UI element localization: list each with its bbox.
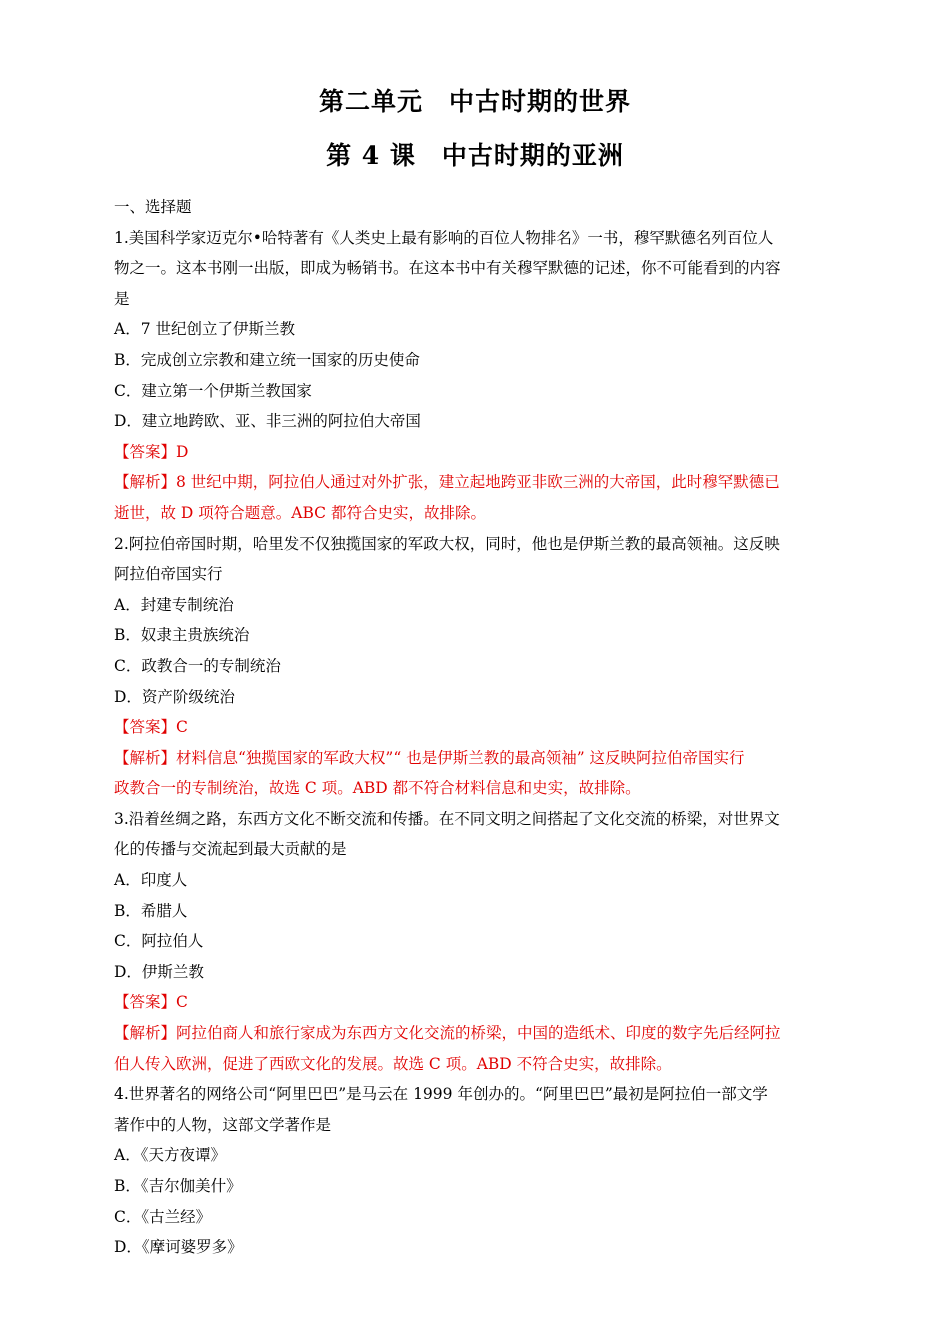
option-c: C．建立第一个伊斯兰教国家 [114,381,312,400]
option-c: C．阿拉伯人 [114,932,204,951]
option-a: A．7 世纪创立了伊斯兰教 [114,320,295,339]
analysis-line: 【解析】阿拉伯商人和旅行家成为东西方文化交流的桥梁，中国的造纸术、印度的数字先后经阿拉 [114,1024,781,1043]
analysis-line: 政教合一的专制统治，故选 C 项。ABD 都不符合材料信息和史实，故排除。 [114,779,641,798]
question-stem-line: 著作中的人物，这部文学著作是 [114,1115,332,1134]
question-stem-line: 物之一。这本书刚一出版，即成为畅销书。在这本书中有关穆罕默德的记述，你不可能看到的内容 [114,259,781,278]
option-b: B．《吉尔伽美什》 [114,1177,242,1195]
option-b: B．奴隶主贵族统治 [114,626,250,645]
question-3 [114,804,838,1079]
analysis-line: 【解析】8 世纪中期，阿拉伯人通过对外扩张，建立起地跨亚非欧三洲的大帝国，此时穆罕默德已 [114,473,780,492]
option-a: A．《天方夜谭》 [114,1146,226,1165]
answer: 【答案】C [114,718,188,737]
lesson-title: 第 4 课 中古时期的亚洲 [326,141,624,170]
question-4 [114,1079,838,1263]
analysis-line: 伯人传入欧洲，促进了西欧文化的发展。故选 C 项。ABD 不符合史实，故排除。 [114,1054,672,1073]
question-stem-line: 3.沿着丝绸之路，东西方文化不断交流和传播。在不同文明之间搭起了文化交流的桥梁，对世界文 [114,809,780,828]
question-stem-line: 是 [114,289,130,308]
answer: 【答案】D [114,442,189,461]
question-2 [114,529,838,804]
option-a: A．印度人 [114,871,188,890]
unit-title: 第二单元 中古时期的世界 [318,87,631,116]
answer: 【答案】C [114,993,188,1012]
question-stem-line: 化的传播与交流起到最大贡献的是 [114,840,347,859]
analysis-line: 逝世，故 D 项符合题意。ABC 都符合史实，故排除。 [114,503,486,522]
option-d: D．伊斯兰教 [114,962,204,981]
option-b: B．完成创立宗教和建立统一国家的历史使命 [114,350,420,369]
option-a: A．封建专制统治 [114,595,234,614]
question-stem-line: 4.世界著名的网络公司“阿里巴巴”是马云在 1999 年创办的。“阿里巴巴”最初是阿拉伯一部文学 [114,1085,768,1104]
question-stem-line: 2.阿拉伯帝国时期，哈里发不仅独揽国家的军政大权，同时，他也是伊斯兰教的最高领袖。这反映 [114,534,780,553]
section-heading: 一、选择题 [114,198,192,216]
option-d: D．建立地跨欧、亚、非三洲的阿拉伯大帝国 [114,412,421,431]
question-1 [114,223,838,529]
question-stem-line: 阿拉伯帝国实行 [114,565,223,584]
analysis-line: 【解析】材料信息“独揽国家的军政大权”“ 也是伊斯兰教的最高领袖” 这反映阿拉伯帝国实行 [114,748,745,767]
option-d: D．资产阶级统治 [114,687,235,706]
option-c: C．《古兰经》 [114,1207,212,1226]
option-c: C．政教合一的专制统治 [114,656,281,675]
question-stem-line: 1.美国科学家迈克尔•哈特著有《人类史上最有影响的百位人物排名》一书，穆罕默德名列百位人 [114,228,774,247]
document-body [114,192,838,1263]
option-d: D．《摩诃婆罗多》 [114,1238,243,1257]
option-b: B．希腊人 [114,901,188,920]
